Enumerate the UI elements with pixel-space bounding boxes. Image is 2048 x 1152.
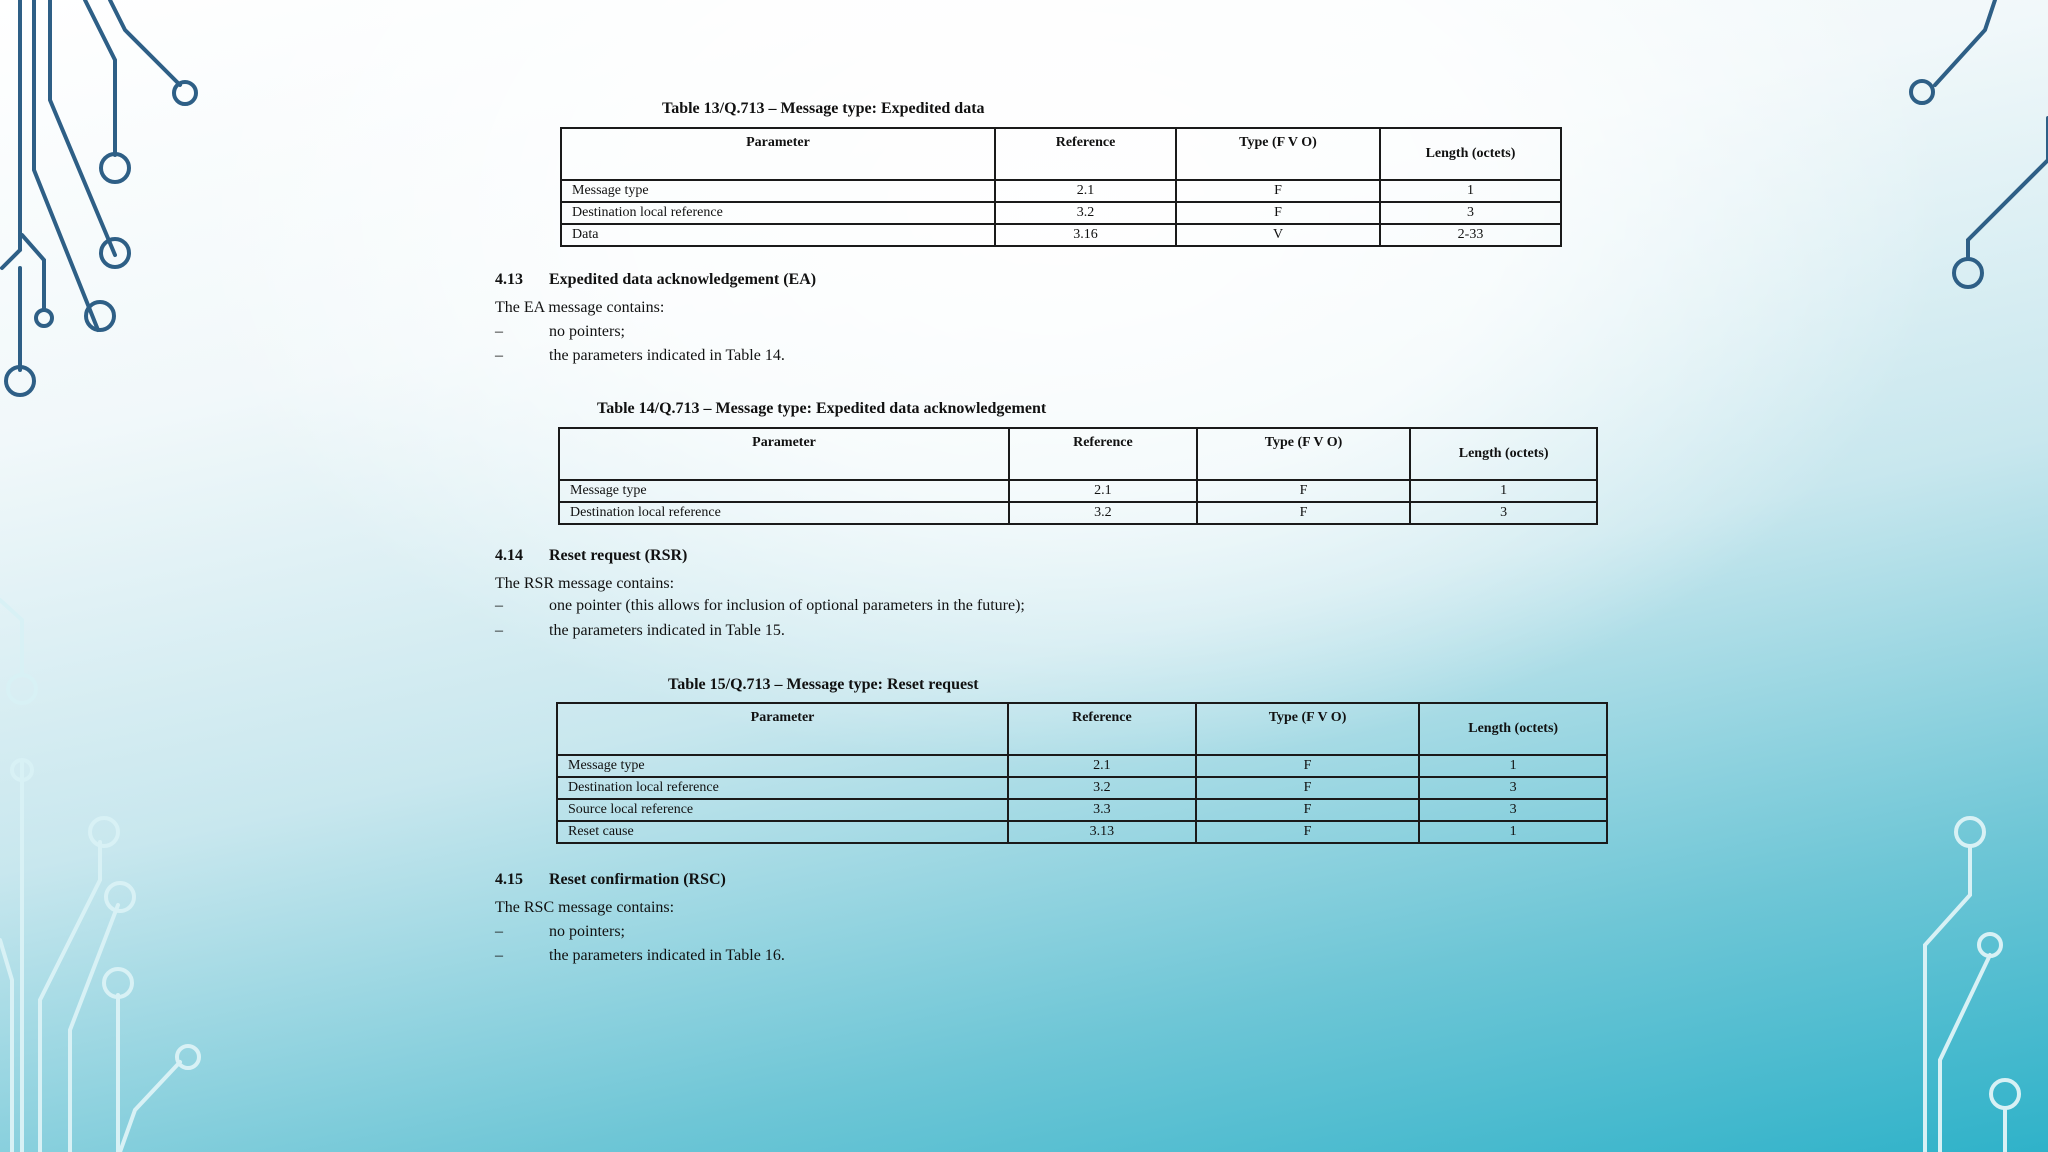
section-number: 4.15 — [495, 871, 523, 888]
header-reference: Reference — [995, 128, 1176, 180]
table-13 — [560, 127, 1562, 247]
cell-length: 2-33 — [1380, 224, 1561, 246]
cell-length: 3 — [1380, 202, 1561, 224]
cell-parameter: Reset cause — [557, 821, 1008, 843]
cell-reference: 3.2 — [1009, 502, 1197, 524]
header-parameter: Parameter — [557, 703, 1008, 755]
section-number: 4.13 — [495, 271, 523, 288]
table-15-caption: Table 15/Q.713 – Message type: Reset request — [668, 676, 979, 693]
table-14 — [558, 427, 1598, 525]
table-15 — [556, 702, 1608, 844]
header-parameter: Parameter — [561, 128, 995, 180]
header-reference: Reference — [1009, 428, 1197, 480]
cell-parameter: Destination local reference — [557, 777, 1008, 799]
cell-parameter: Source local reference — [557, 799, 1008, 821]
cell-parameter: Message type — [559, 480, 1009, 502]
section-title: Expedited data acknowledgement (EA) — [549, 271, 817, 288]
section-title: Reset request (RSR) — [549, 547, 688, 564]
table-row — [557, 821, 1607, 843]
cell-length: 3 — [1419, 777, 1607, 799]
header-length: Length (octets) — [1419, 703, 1607, 755]
list-item: – one pointer (this allows for inclusion of optional parameters in the future); — [495, 597, 1025, 614]
cell-reference: 3.2 — [995, 202, 1176, 224]
table-row — [561, 202, 1561, 224]
cell-reference: 3.13 — [1008, 821, 1196, 843]
cell-length: 3 — [1410, 502, 1597, 524]
cell-parameter: Destination local reference — [559, 502, 1009, 524]
list-item: – the parameters indicated in Table 16. — [495, 947, 785, 964]
cell-reference: 3.16 — [995, 224, 1176, 246]
cell-type: F — [1196, 821, 1420, 843]
section-4-15-intro: The RSC message contains: — [495, 899, 675, 916]
section-4-13-intro: The EA message contains: — [495, 299, 665, 316]
section-4-14-heading — [495, 547, 687, 565]
cell-reference: 3.2 — [1008, 777, 1196, 799]
list-item: – the parameters indicated in Table 14. — [495, 347, 785, 364]
table-row — [559, 480, 1597, 502]
list-item: – no pointers; — [495, 323, 625, 340]
cell-length: 3 — [1419, 799, 1607, 821]
cell-reference: 2.1 — [1008, 755, 1196, 777]
table-13-caption: Table 13/Q.713 – Message type: Expedited data — [662, 100, 985, 117]
cell-parameter: Data — [561, 224, 995, 246]
cell-length: 1 — [1380, 180, 1561, 202]
cell-reference: 3.3 — [1008, 799, 1196, 821]
header-type: Type (F V O) — [1176, 128, 1380, 180]
section-4-14-intro: The RSR message contains: — [495, 575, 675, 592]
cell-type: F — [1176, 180, 1380, 202]
table-row — [557, 755, 1607, 777]
list-item: – the parameters indicated in Table 15. — [495, 622, 785, 639]
table-row — [561, 180, 1561, 202]
cell-type: F — [1196, 777, 1420, 799]
cell-reference: 2.1 — [995, 180, 1176, 202]
list-item: – no pointers; — [495, 923, 625, 940]
table-row — [561, 224, 1561, 246]
table-row — [557, 799, 1607, 821]
header-length: Length (octets) — [1380, 128, 1561, 180]
cell-parameter: Message type — [557, 755, 1008, 777]
section-4-13-heading — [495, 271, 816, 289]
cell-type: V — [1176, 224, 1380, 246]
cell-type: F — [1196, 799, 1420, 821]
cell-length: 1 — [1419, 821, 1607, 843]
cell-type: F — [1197, 502, 1411, 524]
header-parameter: Parameter — [559, 428, 1009, 480]
cell-length: 1 — [1410, 480, 1597, 502]
cell-type: F — [1196, 755, 1420, 777]
cell-type: F — [1197, 480, 1411, 502]
header-type: Type (F V O) — [1197, 428, 1411, 480]
cell-parameter: Destination local reference — [561, 202, 995, 224]
header-length: Length (octets) — [1410, 428, 1597, 480]
cell-type: F — [1176, 202, 1380, 224]
table-header-row — [561, 128, 1561, 180]
header-type: Type (F V O) — [1196, 703, 1420, 755]
table-14-caption: Table 14/Q.713 – Message type: Expedited data acknowledgement — [597, 400, 1047, 417]
cell-reference: 2.1 — [1009, 480, 1197, 502]
cell-parameter: Message type — [561, 180, 995, 202]
table-row — [559, 502, 1597, 524]
section-number: 4.14 — [495, 547, 523, 564]
section-title: Reset confirmation (RSC) — [549, 871, 726, 888]
cell-length: 1 — [1419, 755, 1607, 777]
table-row — [557, 777, 1607, 799]
table-header-row — [557, 703, 1607, 755]
section-4-15-heading — [495, 871, 726, 889]
table-header-row — [559, 428, 1597, 480]
header-reference: Reference — [1008, 703, 1196, 755]
